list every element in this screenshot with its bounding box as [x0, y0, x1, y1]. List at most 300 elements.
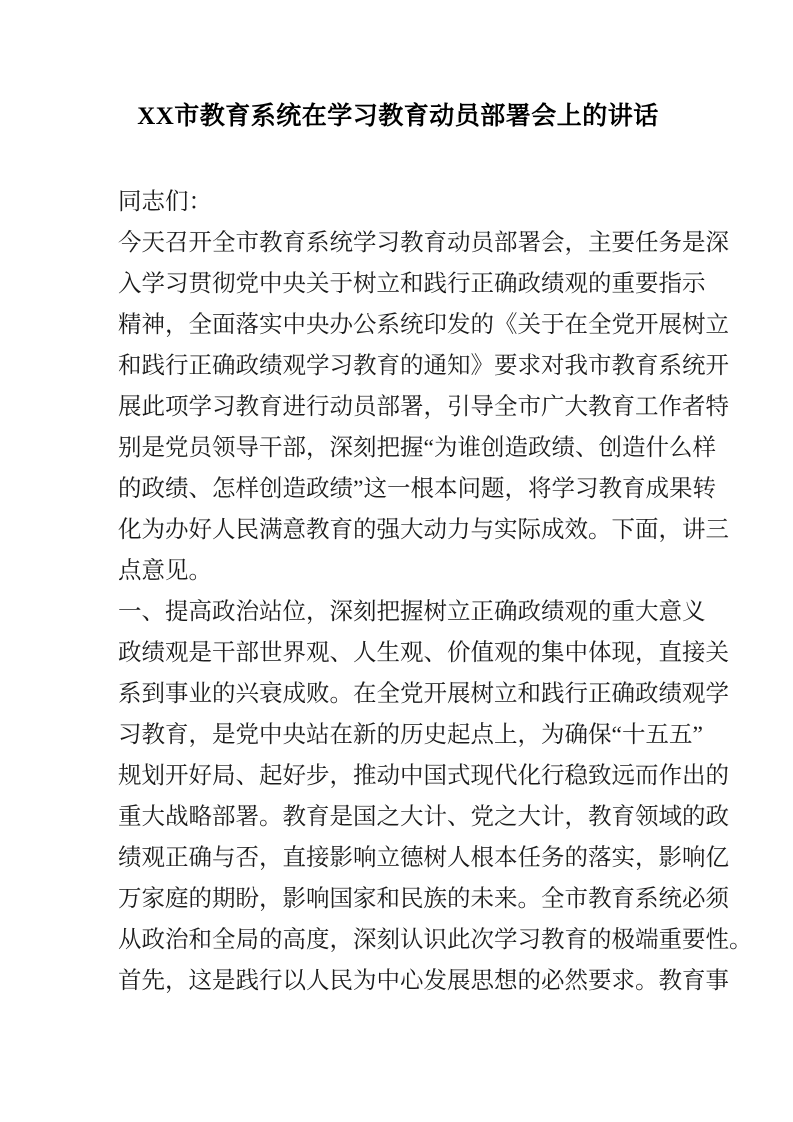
document-text-line: [118, 469, 716, 510]
text-glyph: 正: [188, 353, 212, 379]
text-glyph: 展: [658, 312, 682, 338]
text-glyph: 确: [564, 722, 588, 748]
text-glyph: ，: [658, 517, 682, 543]
text-glyph: 党: [235, 722, 259, 748]
text-glyph: 此: [141, 394, 165, 420]
text-glyph: 次: [470, 927, 494, 953]
text-glyph: 规: [118, 763, 142, 789]
text-glyph: 部: [235, 640, 259, 666]
text-glyph: 绩: [141, 640, 165, 666]
text-glyph: 业: [188, 681, 212, 707]
text-glyph: 家: [141, 886, 165, 912]
text-glyph: 观: [682, 681, 706, 707]
document-text-line: [118, 920, 753, 961]
text-glyph: 员: [470, 230, 494, 256]
text-glyph: 作: [658, 394, 682, 420]
text-glyph: 国: [353, 804, 377, 830]
text-glyph: 三: [705, 517, 729, 543]
text-glyph: 高: [282, 927, 306, 953]
text-glyph: 、: [574, 435, 599, 461]
text-glyph: 系: [658, 353, 682, 379]
text-glyph: 重: [611, 271, 635, 297]
text-glyph: 精: [118, 312, 142, 338]
text-glyph: 会: [541, 230, 565, 256]
text-glyph: 出: [682, 763, 706, 789]
text-glyph: 树: [423, 845, 447, 871]
text-glyph: 通: [423, 353, 447, 379]
text-glyph: 是: [329, 804, 353, 830]
text-glyph: ，: [564, 804, 588, 830]
text-glyph: 公: [353, 312, 377, 338]
text-glyph: 市: [235, 230, 259, 256]
text-glyph: 接: [306, 845, 330, 871]
text-glyph: 部: [282, 435, 306, 461]
text-glyph: 广: [541, 394, 565, 420]
text-glyph: 世: [259, 640, 283, 666]
text-glyph: 转: [692, 476, 716, 502]
text-glyph: 署: [517, 230, 541, 256]
text-glyph: 、: [423, 640, 447, 666]
text-glyph: 实: [611, 845, 635, 871]
text-glyph: 推: [353, 763, 377, 789]
text-glyph: 的: [353, 517, 377, 543]
text-glyph: 的: [517, 640, 541, 666]
text-glyph: 政: [517, 271, 541, 297]
text-glyph: 好: [188, 517, 212, 543]
text-glyph: 学: [188, 394, 212, 420]
text-glyph: 成: [645, 476, 669, 502]
text-glyph: 观: [400, 640, 424, 666]
text-glyph: 衰: [259, 681, 283, 707]
text-glyph: 和: [118, 353, 142, 379]
text-glyph: 部: [376, 394, 400, 420]
text-glyph: 动: [423, 517, 447, 543]
text-glyph: 这: [363, 476, 387, 502]
text-glyph: 立: [494, 681, 518, 707]
text-glyph: “: [423, 435, 434, 461]
text-glyph: 开: [165, 763, 189, 789]
text-glyph: 观: [306, 640, 330, 666]
text-glyph: 创: [480, 435, 505, 461]
text-glyph: 育: [259, 394, 283, 420]
text-glyph: ，: [564, 230, 588, 256]
text-glyph: 强: [376, 517, 400, 543]
text-glyph: 中: [376, 968, 400, 994]
text-glyph: 确: [494, 271, 518, 297]
text-glyph: 的: [259, 927, 283, 953]
text-glyph: 的: [376, 722, 400, 748]
text-glyph: 的: [588, 271, 612, 297]
text-glyph: 统: [400, 312, 424, 338]
text-glyph: 别: [118, 435, 142, 461]
text-glyph: 贯: [188, 271, 212, 297]
text-glyph: 行: [541, 763, 565, 789]
text-glyph: 响: [682, 845, 706, 871]
document-text-line: [118, 428, 716, 469]
text-glyph: 是: [212, 968, 236, 994]
text-glyph: 极: [611, 927, 635, 953]
text-glyph: 重: [658, 927, 682, 953]
text-glyph: 创: [259, 476, 283, 502]
text-glyph: 。: [588, 517, 612, 543]
text-glyph: 是: [188, 640, 212, 666]
text-glyph: 五: [645, 722, 669, 748]
text-glyph: 而: [635, 763, 659, 789]
text-glyph: 今: [118, 230, 142, 256]
text-glyph: 习: [329, 353, 353, 379]
text-glyph: 影: [658, 845, 682, 871]
text-glyph: 部: [212, 804, 236, 830]
text-glyph: 期: [212, 886, 236, 912]
text-glyph: 署: [235, 804, 259, 830]
text-glyph: 观: [564, 271, 588, 297]
text-glyph: 中: [400, 763, 424, 789]
text-glyph: 习: [118, 722, 142, 748]
text-glyph: 样: [692, 435, 716, 461]
text-glyph: 成: [282, 681, 306, 707]
text-glyph: 领: [212, 435, 236, 461]
text-glyph: 。: [729, 927, 753, 953]
text-glyph: ，: [504, 476, 528, 502]
text-glyph: 政: [141, 476, 165, 502]
text-glyph: 育: [621, 476, 646, 502]
text-glyph: 到: [141, 681, 165, 707]
text-glyph: 讲: [682, 517, 706, 543]
text-glyph: 样: [235, 476, 259, 502]
text-glyph: 未: [470, 886, 494, 912]
text-glyph: 历: [400, 722, 424, 748]
text-glyph: 习: [574, 476, 599, 502]
text-glyph: 么: [668, 435, 693, 461]
text-glyph: 实: [259, 312, 283, 338]
text-glyph: 把: [376, 435, 400, 461]
text-glyph: 民: [235, 517, 259, 543]
text-glyph: 影: [282, 886, 306, 912]
text-glyph: 计: [541, 804, 565, 830]
text-glyph: 项: [165, 394, 189, 420]
text-glyph: 育: [611, 886, 635, 912]
text-glyph: 开: [188, 230, 212, 256]
text-glyph: 》: [470, 353, 494, 379]
text-glyph: 统: [658, 886, 682, 912]
text-glyph: 树: [470, 681, 494, 707]
text-glyph: 党: [400, 681, 424, 707]
text-glyph: 育: [611, 394, 635, 420]
text-glyph: 政: [306, 476, 330, 502]
text-glyph: 和: [517, 681, 541, 707]
text-glyph: “: [611, 722, 622, 748]
text-glyph: 政: [141, 927, 165, 953]
document-text-line: [118, 633, 729, 674]
text-glyph: 全: [212, 230, 236, 256]
text-glyph: 、: [447, 804, 471, 830]
text-glyph: 我: [564, 353, 588, 379]
text-glyph: 必: [682, 886, 706, 912]
text-glyph: 政: [705, 804, 729, 830]
text-glyph: 发: [423, 968, 447, 994]
text-glyph: 《: [494, 312, 518, 338]
text-glyph: 发: [447, 312, 471, 338]
text-glyph: 行: [564, 681, 588, 707]
text-glyph: 稳: [564, 763, 588, 789]
text-glyph: 家: [353, 886, 377, 912]
text-glyph: 正: [470, 271, 494, 297]
text-glyph: 是: [212, 722, 236, 748]
text-glyph: 首: [118, 968, 142, 994]
text-glyph: 全: [494, 394, 518, 420]
text-glyph: 观: [494, 640, 518, 666]
text-glyph: 致: [588, 763, 612, 789]
text-glyph: 面: [212, 312, 236, 338]
text-glyph: 求: [611, 968, 635, 994]
text-glyph: 干: [259, 435, 283, 461]
text-glyph: 关: [517, 312, 541, 338]
text-glyph: 本: [494, 845, 518, 871]
text-glyph: 系: [376, 312, 400, 338]
text-glyph: 须: [705, 886, 729, 912]
document-text-line: [118, 961, 729, 1002]
text-glyph: 的: [400, 353, 424, 379]
text-glyph: 全: [188, 312, 212, 338]
text-glyph: 人: [306, 968, 330, 994]
text-glyph: ，: [165, 312, 189, 338]
text-glyph: 育: [423, 230, 447, 256]
text-glyph: 族: [423, 886, 447, 912]
text-glyph: 行: [306, 394, 330, 420]
text-glyph: 意: [282, 517, 306, 543]
text-glyph: 上: [494, 722, 518, 748]
text-glyph: 政: [527, 435, 552, 461]
text-glyph: 引: [447, 394, 471, 420]
text-glyph: 好: [282, 763, 306, 789]
text-glyph: ，: [635, 845, 659, 871]
text-glyph: 展: [447, 681, 471, 707]
text-glyph: 的: [212, 681, 236, 707]
text-glyph: 深: [353, 927, 377, 953]
text-glyph: 全: [588, 312, 612, 338]
document-text-line: [118, 510, 729, 551]
text-glyph: 刻: [353, 435, 377, 461]
text-glyph: 者: [682, 394, 706, 420]
text-glyph: ，: [259, 886, 283, 912]
text-glyph: 际: [517, 517, 541, 543]
text-glyph: 党: [470, 804, 494, 830]
text-glyph: 绩: [259, 353, 283, 379]
text-glyph: 是: [682, 230, 706, 256]
text-glyph: 绩: [118, 845, 142, 871]
text-glyph: 性: [705, 927, 729, 953]
text-glyph: 新: [353, 722, 377, 748]
text-glyph: 对: [541, 353, 565, 379]
text-glyph: 面: [635, 517, 659, 543]
text-glyph: 大: [564, 394, 588, 420]
text-glyph: 教: [306, 517, 330, 543]
text-glyph: 认: [400, 927, 424, 953]
text-glyph: 中: [259, 722, 283, 748]
text-glyph: 央: [282, 271, 306, 297]
text-glyph: 教: [259, 230, 283, 256]
text-glyph: 式: [447, 763, 471, 789]
text-glyph: 略: [188, 804, 212, 830]
text-glyph: 想: [494, 968, 518, 994]
text-glyph: 本: [433, 476, 458, 502]
text-glyph: 中: [282, 312, 306, 338]
text-glyph: 好: [188, 763, 212, 789]
text-glyph: 教: [588, 804, 612, 830]
text-glyph: 育: [306, 804, 330, 830]
text-glyph: 教: [235, 394, 259, 420]
text-glyph: 先: [141, 968, 165, 994]
text-glyph: ，: [423, 394, 447, 420]
text-glyph: 民: [400, 886, 424, 912]
text-glyph: 治: [165, 927, 189, 953]
text-glyph: 化: [517, 763, 541, 789]
text-glyph: 教: [611, 353, 635, 379]
text-glyph: 育: [682, 968, 706, 994]
text-glyph: 以: [282, 968, 306, 994]
text-glyph: 务: [658, 230, 682, 256]
text-glyph: 学: [551, 476, 575, 502]
text-glyph: 和: [376, 886, 400, 912]
text-glyph: 这: [188, 968, 212, 994]
text-glyph: 观: [141, 845, 165, 871]
text-glyph: 市: [564, 886, 588, 912]
text-glyph: ，: [306, 435, 330, 461]
text-glyph: 成: [541, 517, 565, 543]
text-glyph: 党: [235, 271, 259, 297]
text-glyph: 召: [165, 230, 189, 256]
text-glyph: 动: [447, 230, 471, 256]
text-glyph: 怎: [212, 476, 236, 502]
text-glyph: 全: [212, 927, 236, 953]
text-glyph: 党: [165, 435, 189, 461]
text-glyph: ，: [259, 845, 283, 871]
text-glyph: 习: [212, 394, 236, 420]
text-glyph: 盼: [235, 886, 259, 912]
text-glyph: 败: [306, 681, 330, 707]
text-glyph: 要: [682, 927, 706, 953]
text-glyph: 行: [447, 271, 471, 297]
text-glyph: ，: [188, 722, 212, 748]
text-glyph: 育: [329, 517, 353, 543]
text-glyph: 为: [433, 435, 458, 461]
text-glyph: 教: [541, 927, 565, 953]
text-glyph: 践: [541, 681, 565, 707]
document-text-line: [118, 797, 729, 838]
text-glyph: 行: [259, 968, 283, 994]
text-glyph: 五: [668, 722, 693, 748]
text-glyph: 彻: [212, 271, 236, 297]
text-glyph: 署: [400, 394, 424, 420]
text-glyph: 与: [470, 517, 494, 543]
text-glyph: 。: [329, 681, 353, 707]
text-glyph: 价: [447, 640, 471, 666]
text-glyph: 绩: [165, 476, 189, 502]
text-glyph: 人: [212, 517, 236, 543]
text-glyph: 为: [353, 968, 377, 994]
text-glyph: 神: [141, 312, 165, 338]
text-glyph: 教: [598, 476, 622, 502]
text-glyph: 下: [611, 517, 635, 543]
text-glyph: 为: [541, 722, 565, 748]
text-glyph: 与: [212, 845, 236, 871]
text-glyph: 学: [494, 927, 518, 953]
text-glyph: 的: [470, 312, 494, 338]
text-glyph: 心: [400, 968, 424, 994]
document-text-line: [118, 674, 729, 715]
text-glyph: 教: [588, 886, 612, 912]
text-glyph: 远: [611, 763, 635, 789]
text-glyph: 绩: [329, 476, 353, 502]
text-glyph: 领: [635, 804, 659, 830]
document-text-line: 同志们：: [118, 189, 212, 215]
text-glyph: 习: [165, 271, 189, 297]
text-glyph: 中: [564, 640, 588, 666]
text-glyph: 教: [658, 968, 682, 994]
text-glyph: 绩: [551, 435, 575, 461]
text-glyph: 的: [705, 763, 729, 789]
text-glyph: ，: [329, 927, 353, 953]
text-glyph: 计: [423, 804, 447, 830]
text-glyph: 果: [668, 476, 693, 502]
text-glyph: 育: [611, 804, 635, 830]
text-glyph: ，: [165, 968, 189, 994]
text-glyph: 大: [141, 804, 165, 830]
text-glyph: 立: [705, 312, 729, 338]
document-text-line: [118, 879, 729, 920]
text-glyph: 大: [400, 804, 424, 830]
text-glyph: 直: [282, 845, 306, 871]
text-glyph: 全: [541, 886, 565, 912]
text-glyph: 否: [235, 845, 259, 871]
text-glyph: 正: [588, 681, 612, 707]
text-glyph: 起: [447, 722, 471, 748]
text-glyph: 系: [306, 230, 330, 256]
text-glyph: 代: [494, 763, 518, 789]
text-glyph: 一: [386, 476, 411, 502]
text-glyph: 。: [635, 968, 659, 994]
text-glyph: 践: [423, 271, 447, 297]
text-glyph: 在: [564, 312, 588, 338]
text-glyph: 题: [480, 476, 505, 502]
text-glyph: 央: [282, 722, 306, 748]
text-glyph: 思: [470, 968, 494, 994]
text-glyph: 体: [588, 640, 612, 666]
text-glyph: 度: [306, 927, 330, 953]
text-glyph: 展: [447, 968, 471, 994]
text-glyph: 十: [621, 722, 646, 748]
text-glyph: 来: [494, 886, 518, 912]
text-glyph: 教: [588, 394, 612, 420]
text-glyph: 育: [376, 353, 400, 379]
text-glyph: 之: [494, 804, 518, 830]
text-glyph: 的: [118, 476, 142, 502]
text-glyph: 和: [188, 927, 212, 953]
text-glyph: 实: [494, 517, 518, 543]
text-glyph: 步: [306, 763, 330, 789]
document-body: [118, 182, 753, 1002]
text-glyph: 学: [141, 271, 165, 297]
text-glyph: 造: [282, 476, 306, 502]
text-glyph: 学: [306, 353, 330, 379]
text-glyph: 必: [541, 968, 565, 994]
text-glyph: 关: [306, 271, 330, 297]
text-glyph: ”: [692, 722, 703, 748]
text-glyph: 入: [118, 271, 142, 297]
text-glyph: 满: [259, 517, 283, 543]
text-glyph: 任: [635, 230, 659, 256]
text-glyph: 导: [235, 435, 259, 461]
